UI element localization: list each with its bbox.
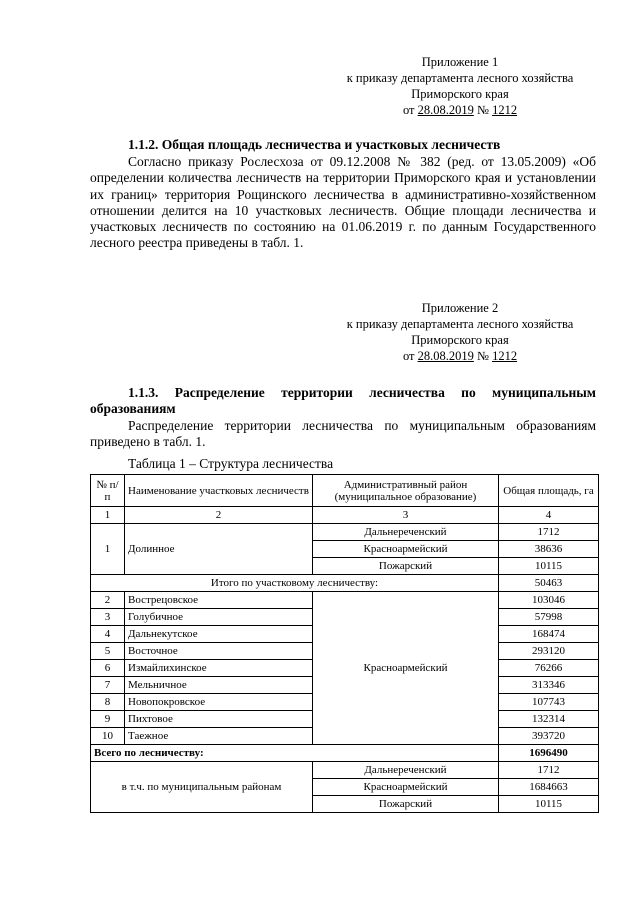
row-name: Восточное: [125, 643, 313, 660]
row-num: 7: [91, 677, 125, 694]
row-area: 57998: [499, 609, 599, 626]
appendix-2-line1: к приказу департамента лесного хозяйства: [346, 317, 574, 331]
appendix-1-line2: Приморского края: [411, 87, 509, 101]
row-area: 76266: [499, 660, 599, 677]
row-name: Новопокровское: [125, 694, 313, 711]
row-num: 8: [91, 694, 125, 711]
row-area: 103046: [499, 592, 599, 609]
col-number: 4: [499, 507, 599, 524]
section-1-text: Согласно приказу Рослесхоза от 09.12.2008 № 382 (ред. от 13.05.2009) «Об определении количества лесничеств на территории Приморского края и установлении их границ» территория Рощинского лесничества в административно-хозяйственном отношении делится на 10 участковых лесничеств. Общие площади лесничества и участковых лесничеств по состоянию на 01.06.2019 г. по данным Государственного лесного реестра приведены в табл. 1.: [90, 154, 596, 251]
row-area: 313346: [499, 677, 599, 694]
appendix-1-number: 1212: [492, 103, 518, 117]
table-caption: Таблица 1 – Структура лесничества: [128, 456, 334, 471]
section-2-heading-line2: образованиям: [90, 401, 176, 416]
forestry-structure-table: [90, 474, 599, 813]
row-name: Долинное: [125, 524, 313, 575]
appendix-2-number: 1212: [492, 349, 518, 363]
row-name: Пихтовое: [125, 711, 313, 728]
rows-district: Красноармейский: [313, 592, 499, 745]
subtotal-label: Итого по участковому лесничеству:: [91, 575, 499, 592]
breakdown-area: 10115: [499, 796, 599, 813]
row-name: Голубичное: [125, 609, 313, 626]
row-num: 10: [91, 728, 125, 745]
row-name: Дальнекутское: [125, 626, 313, 643]
total-value: 1696490: [499, 745, 599, 762]
breakdown-district: Пожарский: [313, 796, 499, 813]
row-name: Измайлихинское: [125, 660, 313, 677]
row-area: 293120: [499, 643, 599, 660]
row-num: 3: [91, 609, 125, 626]
column-number-row: [91, 507, 599, 524]
subtotal-value: 50463: [499, 575, 599, 592]
section-1-heading: 1.1.2. Общая площадь лесничества и участковых лесничеств: [128, 137, 501, 152]
total-row: [91, 745, 599, 762]
appendix-1-line1: к приказу департамента лесного хозяйства: [346, 71, 574, 85]
row-area: 107743: [499, 694, 599, 711]
row-num: 1: [91, 524, 125, 575]
row-num: 4: [91, 626, 125, 643]
row-num: 9: [91, 711, 125, 728]
appendix-2-block: [330, 300, 590, 364]
row-name: Вострецовское: [125, 592, 313, 609]
row-area: 168474: [499, 626, 599, 643]
row-area: 393720: [499, 728, 599, 745]
breakdown-area: 1712: [499, 762, 599, 779]
row-name: Мельничное: [125, 677, 313, 694]
appendix-1-title: Приложение 1: [421, 55, 499, 69]
header-num: № п/п: [91, 475, 125, 507]
row-area: 132314: [499, 711, 599, 728]
row-num: 5: [91, 643, 125, 660]
row-area: 1712: [499, 524, 599, 541]
row-area: 10115: [499, 558, 599, 575]
appendix-1-block: [330, 54, 590, 118]
row-num: 6: [91, 660, 125, 677]
by-district-label: в т.ч. по муниципальным районам: [91, 762, 313, 813]
section-2-text: Распределение территории лесничества по муниципальным образованиям приведено в табл. 1.: [90, 418, 596, 450]
col-number: 3: [313, 507, 499, 524]
appendix-2-title: Приложение 2: [421, 301, 499, 315]
row-district: Красноармейский: [313, 541, 499, 558]
row-area: 38636: [499, 541, 599, 558]
breakdown-district: Красноармейский: [313, 779, 499, 796]
col-number: 1: [91, 507, 125, 524]
appendix-2-date-line: от 28.08.2019 № 1212: [402, 349, 518, 363]
total-label: Всего по лесничеству:: [91, 745, 499, 762]
col-number: 2: [125, 507, 313, 524]
section-2-heading: [90, 385, 596, 417]
header-district: Административный район (муниципальное образование): [313, 475, 499, 507]
table-row: [91, 524, 599, 541]
breakdown-district: Дальнереченский: [313, 762, 499, 779]
row-district: Пожарский: [313, 558, 499, 575]
header-area: Общая площадь, га: [499, 475, 599, 507]
header-name: Наименование участковых лесничеств: [125, 475, 313, 507]
row-num: 2: [91, 592, 125, 609]
district-breakdown-row: [91, 762, 599, 779]
table-header-row: [91, 475, 599, 507]
appendix-2-date: 28.08.2019: [417, 349, 474, 363]
row-district: Дальнереченский: [313, 524, 499, 541]
table-row: [91, 592, 599, 609]
subtotal-row: [91, 575, 599, 592]
section-2-heading-line1: 1.1.3. Распределение территории лесничества по муниципальным: [128, 385, 596, 400]
appendix-2-line2: Приморского края: [411, 333, 509, 347]
appendix-1-date-line: от 28.08.2019 № 1212: [402, 103, 518, 117]
breakdown-area: 1684663: [499, 779, 599, 796]
appendix-1-date: 28.08.2019: [417, 103, 474, 117]
row-name: Таежное: [125, 728, 313, 745]
